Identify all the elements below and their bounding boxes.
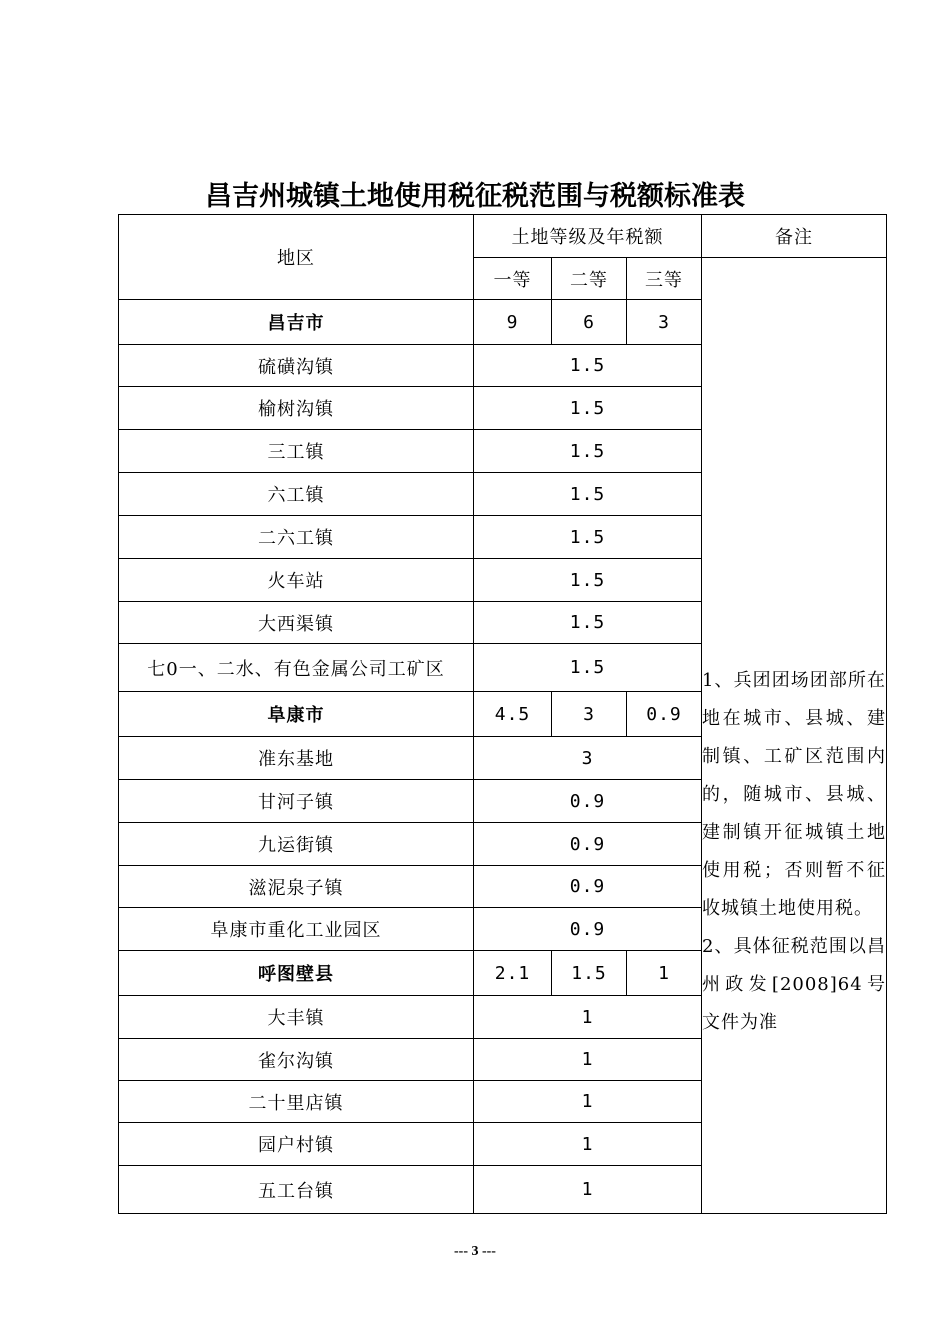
grade-3-value: 3 xyxy=(627,300,702,345)
tax-value-cell: 0.9 xyxy=(474,780,702,823)
tax-value-cell: 1.5 xyxy=(474,473,702,516)
grade-2-value: 6 xyxy=(552,300,627,345)
region-name-cell: 准东基地 xyxy=(119,737,474,780)
page-number: --- 3 --- xyxy=(454,1244,496,1259)
region-name-cell: 火车站 xyxy=(119,559,474,602)
tax-value-cell: 1.5 xyxy=(474,602,702,644)
region-name-cell: 大西渠镇 xyxy=(119,602,474,644)
tax-value-cell: 0.9 xyxy=(474,866,702,908)
region-name-cell: 阜康市重化工业园区 xyxy=(119,908,474,951)
region-name-cell: 硫磺沟镇 xyxy=(119,345,474,387)
tax-value-cell: 1.5 xyxy=(474,559,702,602)
page-title: 昌吉州城镇土地使用税征税范围与税额标准表 xyxy=(205,181,745,212)
tax-value-cell: 1.5 xyxy=(474,516,702,559)
grade-2-value: 1.5 xyxy=(552,951,627,996)
tax-value-cell: 1.5 xyxy=(474,387,702,430)
tax-rate-table xyxy=(118,214,887,1214)
grade-2-header: 二等 xyxy=(552,258,627,300)
note-paragraph-2: 2、具体征税范围以昌州政发[2008]64号 文件为准 xyxy=(702,935,886,1033)
grade-1-value: 4.5 xyxy=(474,692,552,737)
tax-value-cell: 1 xyxy=(474,1039,702,1081)
tax-value-cell: 0.9 xyxy=(474,908,702,951)
region-name-cell: 雀尔沟镇 xyxy=(119,1039,474,1081)
note-paragraph-1: 1、兵团团场团部所在地在城市、县城、建制镇、工矿区范围内的，随城市、县城、建制镇开征城镇土地使用税；否则暂不征收城镇土地使用税。 xyxy=(702,669,886,919)
tax-value-cell: 0.9 xyxy=(474,823,702,866)
region-name-cell: 二十里店镇 xyxy=(119,1081,474,1123)
tax-value-cell: 1 xyxy=(474,1081,702,1123)
grade-1-value: 2.1 xyxy=(474,951,552,996)
grade-3-value: 1 xyxy=(627,951,702,996)
region-name-cell: 滋泥泉子镇 xyxy=(119,866,474,908)
region-name-cell: 六工镇 xyxy=(119,473,474,516)
note-cell xyxy=(702,258,887,1214)
region-name-cell: 园户村镇 xyxy=(119,1123,474,1166)
note-text xyxy=(702,662,886,1042)
grade-1-header: 一等 xyxy=(474,258,552,300)
tax-value-cell: 1 xyxy=(474,1123,702,1166)
grade-3-value: 0.9 xyxy=(627,692,702,737)
region-name-cell: 九运街镇 xyxy=(119,823,474,866)
tax-value-cell: 1.5 xyxy=(474,345,702,387)
region-name-cell: 三工镇 xyxy=(119,430,474,473)
region-name-cell: 二六工镇 xyxy=(119,516,474,559)
tax-value-cell: 1.5 xyxy=(474,644,702,692)
grade-1-value: 9 xyxy=(474,300,552,345)
region-header: 地区 xyxy=(119,215,474,300)
region-name-cell: 七0一、二水、有色金属公司工矿区 xyxy=(119,644,474,692)
header-row xyxy=(119,215,887,258)
tax-value-cell: 3 xyxy=(474,737,702,780)
tax-value-cell: 1.5 xyxy=(474,430,702,473)
note-header: 备注 xyxy=(702,215,887,258)
grade-2-value: 3 xyxy=(552,692,627,737)
region-name-cell: 榆树沟镇 xyxy=(119,387,474,430)
region-name-cell: 大丰镇 xyxy=(119,996,474,1039)
region-name-cell: 阜康市 xyxy=(119,692,474,737)
region-name-cell: 昌吉市 xyxy=(119,300,474,345)
tax-value-cell: 1 xyxy=(474,996,702,1039)
tax-value-cell: 1 xyxy=(474,1166,702,1214)
grade-group-header: 土地等级及年税额 xyxy=(474,215,702,258)
region-name-cell: 甘河子镇 xyxy=(119,780,474,823)
grade-3-header: 三等 xyxy=(627,258,702,300)
region-name-cell: 五工台镇 xyxy=(119,1166,474,1214)
region-name-cell: 呼图壁县 xyxy=(119,951,474,996)
